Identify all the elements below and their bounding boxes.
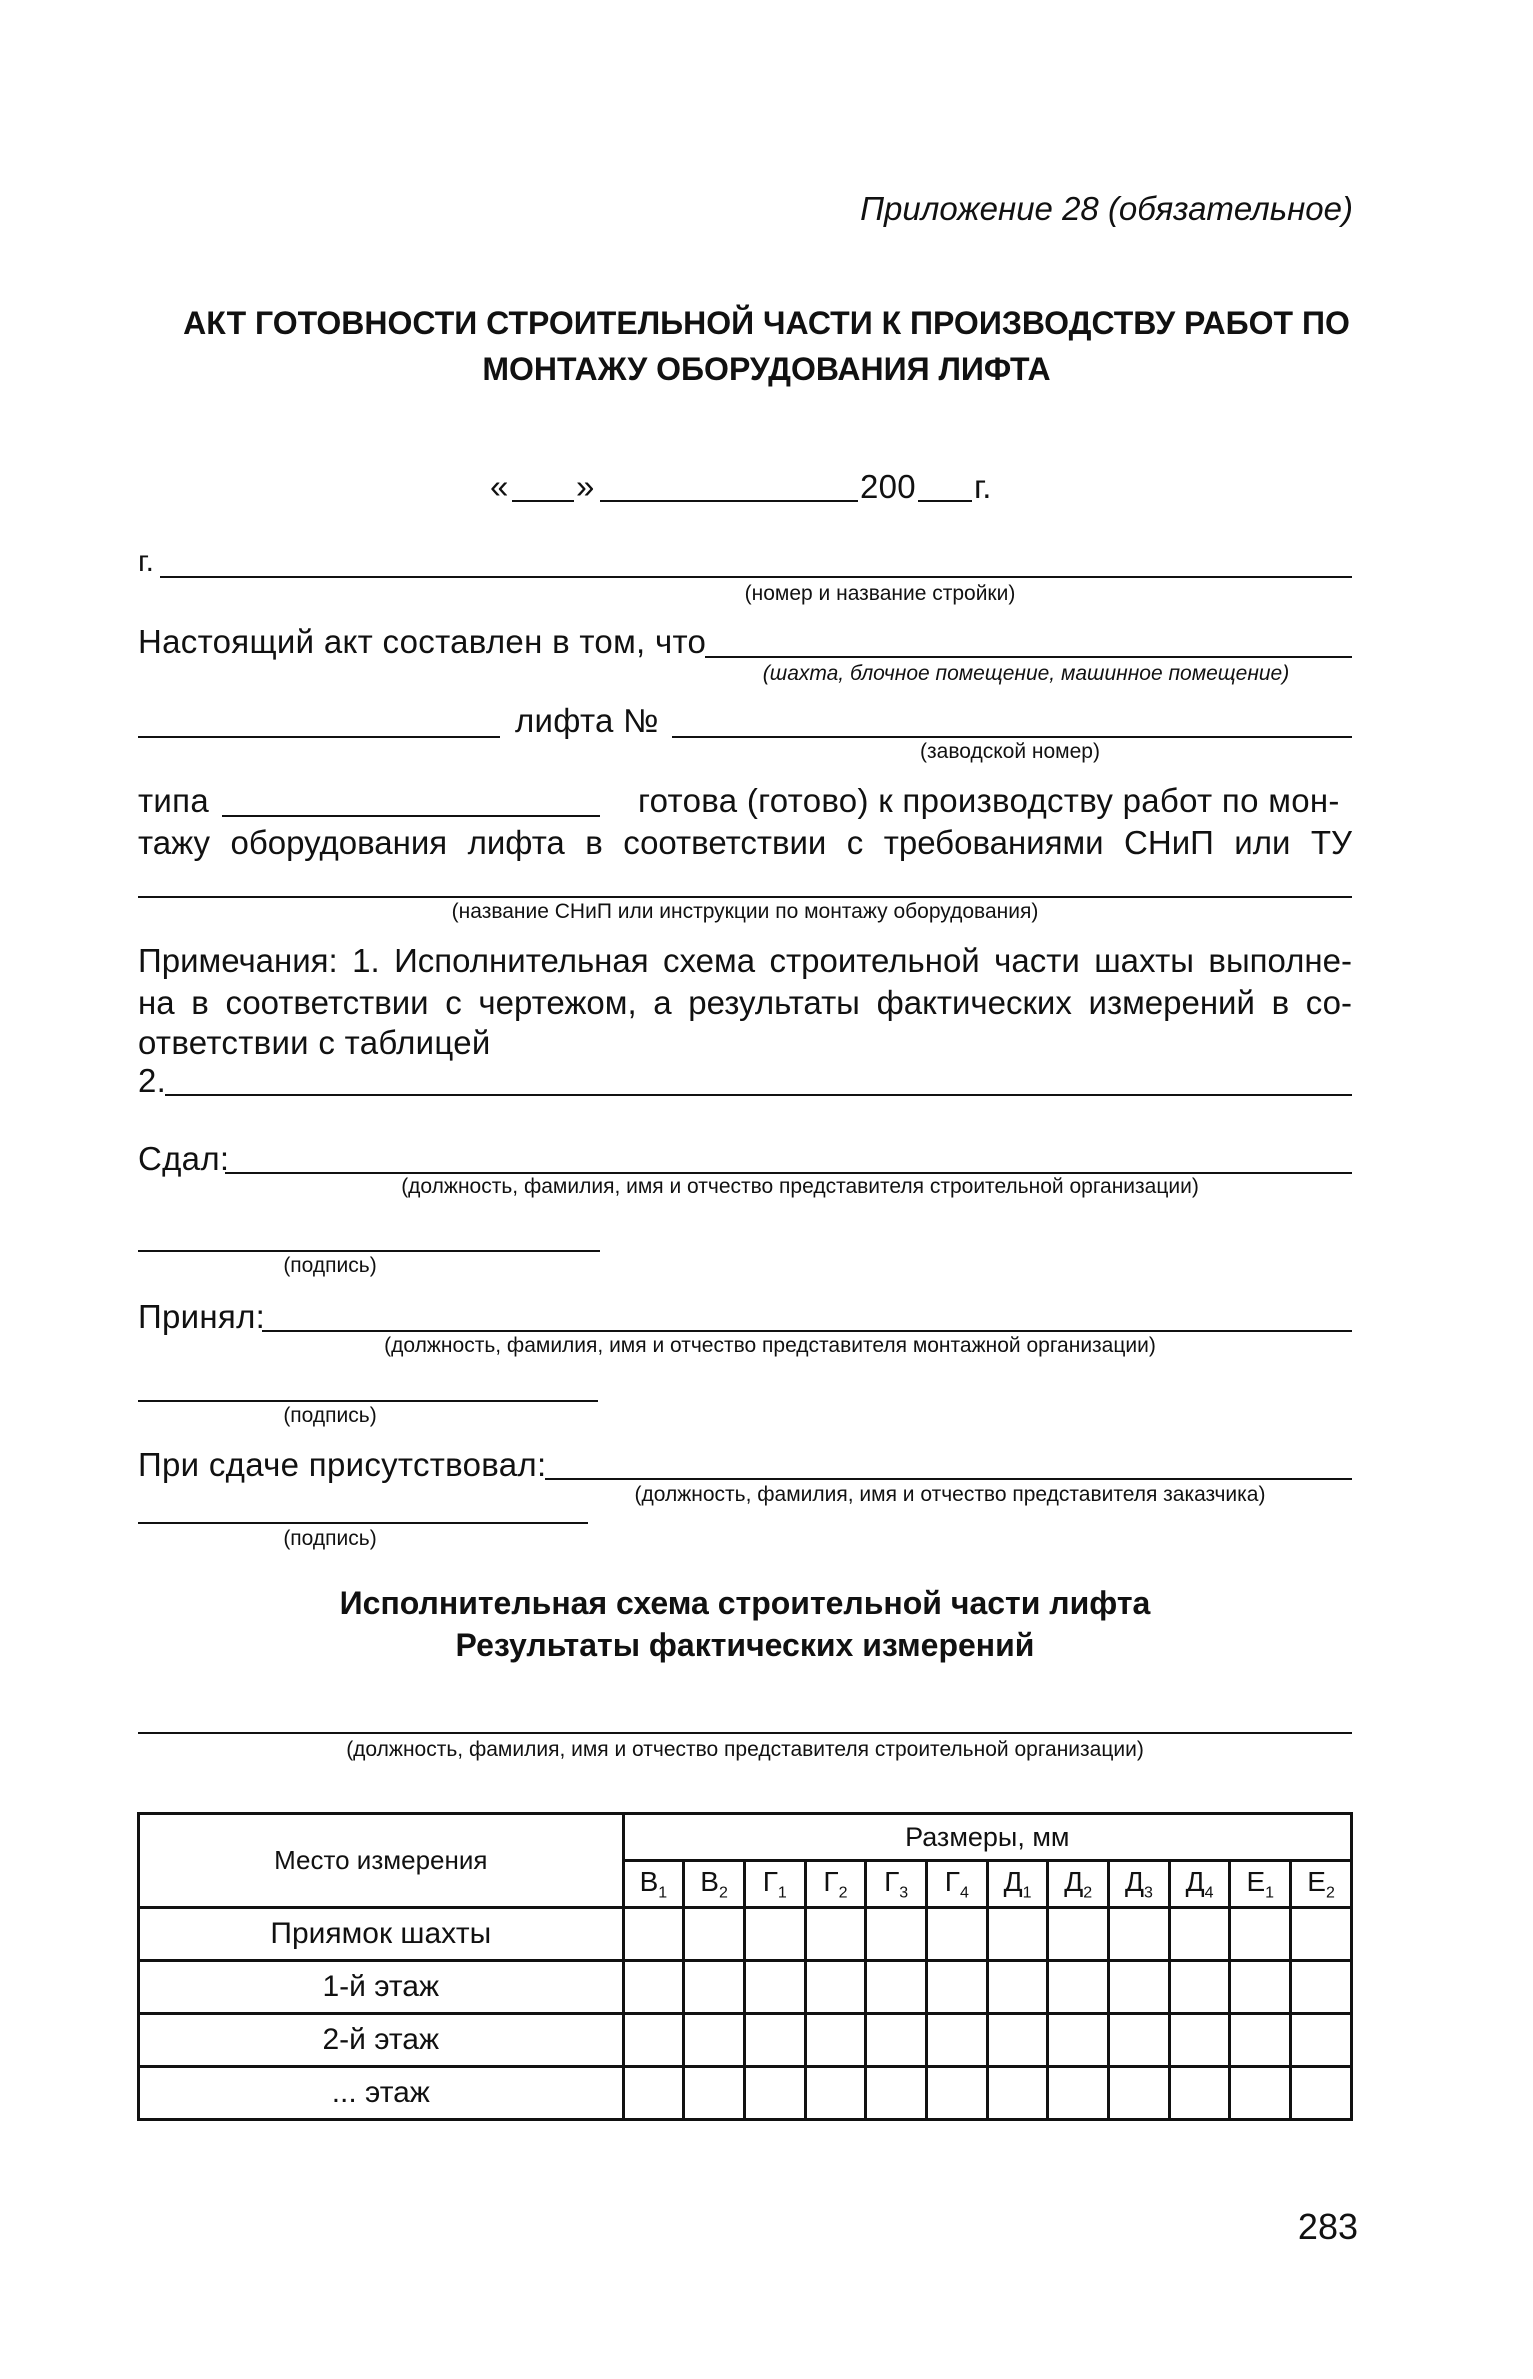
table-cell[interactable] bbox=[623, 1961, 684, 2014]
table-cell[interactable] bbox=[1109, 1908, 1170, 1961]
date-year-prefix: 200 bbox=[860, 468, 916, 505]
present-caption: (должность, фамилия, имя и отчество представителя заказчика) bbox=[634, 1483, 1266, 1506]
table-cell[interactable] bbox=[927, 2067, 988, 2120]
accepted-caption: (должность, фамилия, имя и отчество представителя монтажной организации) bbox=[384, 1334, 1156, 1357]
table-cell[interactable] bbox=[684, 1961, 745, 2014]
row-label-floor-n: ... этаж bbox=[139, 2067, 624, 2120]
table-cell[interactable] bbox=[1109, 2067, 1170, 2120]
dim-header-d4: $Д_4$ bbox=[1169, 1861, 1230, 1908]
date-close-quote: » bbox=[576, 468, 595, 505]
city-label: г. bbox=[138, 545, 155, 578]
notes-item-2-field[interactable] bbox=[165, 1094, 1352, 1096]
snip-caption: (название СНиП или инструкции по монтажу оборудования) bbox=[451, 900, 1039, 923]
handed-signature-caption: (подпись) bbox=[283, 1254, 377, 1277]
table-cell[interactable] bbox=[805, 1908, 866, 1961]
dim-header-g4: $Г_4$ bbox=[927, 1861, 988, 1908]
table-cell[interactable] bbox=[1169, 1961, 1230, 2014]
dim-header-d2: $Д_2$ bbox=[1048, 1861, 1109, 1908]
notes-line-3: ответствии с таблицей bbox=[138, 1024, 491, 1061]
present-label: При сдаче присутствовал: bbox=[138, 1446, 547, 1483]
document-title-line-2: МОНТАЖУ ОБОРУДОВАНИЯ ЛИФТА bbox=[482, 351, 1051, 387]
dim-header-d1: $Д_1$ bbox=[987, 1861, 1048, 1908]
table-cell[interactable] bbox=[987, 1961, 1048, 2014]
table-cell[interactable] bbox=[1169, 2014, 1230, 2067]
table-cell[interactable] bbox=[987, 2014, 1048, 2067]
city-field[interactable] bbox=[160, 576, 1352, 578]
present-signature-field[interactable] bbox=[138, 1522, 588, 1524]
document-title-line-1: АКТ ГОТОВНОСТИ СТРОИТЕЛЬНОЙ ЧАСТИ К ПРОИЗВОДСТВУ РАБОТ ПО bbox=[183, 305, 1350, 341]
sizes-column-header: Размеры, мм bbox=[623, 1814, 1351, 1861]
table-cell[interactable] bbox=[927, 2014, 988, 2067]
table-cell[interactable] bbox=[805, 2067, 866, 2120]
scheme-representative-field[interactable] bbox=[138, 1732, 1352, 1734]
table-row bbox=[139, 1961, 1352, 2014]
lift-number-caption: (заводской номер) bbox=[920, 740, 1100, 763]
date-month-field[interactable] bbox=[600, 500, 858, 502]
row-label-floor-1: 1-й этаж bbox=[139, 1961, 624, 2014]
table-cell[interactable] bbox=[1230, 2067, 1291, 2120]
handed-label: Сдал: bbox=[138, 1140, 230, 1177]
date-year-suffix: г. bbox=[974, 468, 992, 505]
table-cell[interactable] bbox=[987, 1908, 1048, 1961]
table-cell[interactable] bbox=[744, 2067, 805, 2120]
table-cell[interactable] bbox=[927, 1961, 988, 2014]
table-cell[interactable] bbox=[1048, 1961, 1109, 2014]
handed-field[interactable] bbox=[225, 1172, 1352, 1174]
table-cell[interactable] bbox=[1048, 2014, 1109, 2067]
table-cell[interactable] bbox=[866, 2014, 927, 2067]
table-cell[interactable] bbox=[1169, 1908, 1230, 1961]
snip-field[interactable] bbox=[138, 896, 1352, 898]
act-object-caption: (шахта, блочное помещение, машинное помещение) bbox=[762, 662, 1290, 685]
table-cell[interactable] bbox=[1230, 2014, 1291, 2067]
table-cell[interactable] bbox=[1048, 1908, 1109, 1961]
type-text-line-2: тажу оборудования лифта в соответствии с требованиями СНиП или ТУ bbox=[138, 824, 1352, 861]
table-cell[interactable] bbox=[866, 2067, 927, 2120]
dim-header-g2: $Г_2$ bbox=[805, 1861, 866, 1908]
table-cell[interactable] bbox=[684, 2014, 745, 2067]
accepted-signature-field[interactable] bbox=[138, 1400, 598, 1402]
table-cell[interactable] bbox=[744, 1961, 805, 2014]
lift-number-field[interactable] bbox=[672, 736, 1352, 738]
appendix-label: Приложение 28 (обязательное) bbox=[860, 190, 1353, 227]
dim-header-v1: $В_1$ bbox=[623, 1861, 684, 1908]
row-label-pit: Приямок шахты bbox=[139, 1908, 624, 1961]
table-cell[interactable] bbox=[1291, 2014, 1352, 2067]
table-row bbox=[139, 1908, 1352, 1961]
dim-header-g1: $Г_1$ bbox=[744, 1861, 805, 1908]
table-cell[interactable] bbox=[1230, 1908, 1291, 1961]
date-open-quote: « bbox=[490, 468, 509, 505]
lift-object-field[interactable] bbox=[138, 736, 500, 738]
act-statement-text: Настоящий акт составлен в том, что bbox=[138, 623, 707, 660]
table-cell[interactable] bbox=[1291, 1908, 1352, 1961]
dim-header-e1: $Е_1$ bbox=[1230, 1861, 1291, 1908]
lift-number-label: лифта № bbox=[515, 702, 659, 739]
type-text-line-1: готова (готово) к производству работ по мон- bbox=[638, 782, 1340, 819]
place-column-header: Место измерения bbox=[139, 1814, 624, 1908]
table-cell[interactable] bbox=[684, 1908, 745, 1961]
accepted-signature-caption: (подпись) bbox=[283, 1404, 377, 1427]
act-object-field[interactable] bbox=[705, 656, 1352, 658]
date-year-field[interactable] bbox=[918, 500, 972, 502]
notes-item-2-label: 2. bbox=[138, 1062, 167, 1099]
table-cell[interactable] bbox=[866, 1908, 927, 1961]
table-cell[interactable] bbox=[744, 1908, 805, 1961]
results-title: Результаты фактических измерений bbox=[455, 1627, 1035, 1663]
dim-header-d3: $Д_3$ bbox=[1109, 1861, 1170, 1908]
dim-header-e2: $Е_2$ bbox=[1291, 1861, 1352, 1908]
table-cell[interactable] bbox=[805, 1961, 866, 2014]
table-cell[interactable] bbox=[805, 2014, 866, 2067]
table-cell[interactable] bbox=[623, 2014, 684, 2067]
row-label-floor-2: 2-й этаж bbox=[139, 2014, 624, 2067]
handed-caption: (должность, фамилия, имя и отчество представителя строительной организации) bbox=[401, 1175, 1199, 1198]
accepted-label: Принял: bbox=[138, 1298, 266, 1335]
table-cell[interactable] bbox=[1169, 2067, 1230, 2120]
present-signature-caption: (подпись) bbox=[283, 1527, 377, 1550]
table-cell[interactable] bbox=[623, 1908, 684, 1961]
notes-line-2: на в соответствии с чертежом, а результаты фактических измерений в со- bbox=[138, 984, 1352, 1021]
type-label: типа bbox=[138, 782, 209, 819]
table-cell[interactable] bbox=[1109, 1961, 1170, 2014]
present-field[interactable] bbox=[545, 1478, 1352, 1480]
table-cell[interactable] bbox=[684, 2067, 745, 2120]
dim-header-g3: $Г_3$ bbox=[866, 1861, 927, 1908]
table-row bbox=[139, 2014, 1352, 2067]
table-cell[interactable] bbox=[744, 2014, 805, 2067]
measurements-table bbox=[137, 1812, 1353, 2121]
scheme-representative-caption: (должность, фамилия, имя и отчество представителя строительной организации) bbox=[346, 1738, 1144, 1761]
table-cell[interactable] bbox=[1291, 2067, 1352, 2120]
date-day-field[interactable] bbox=[512, 500, 574, 502]
table-cell[interactable] bbox=[1230, 1961, 1291, 2014]
scheme-title: Исполнительная схема строительной части лифта bbox=[339, 1585, 1151, 1621]
table-cell[interactable] bbox=[623, 2067, 684, 2120]
city-caption: (номер и название стройки) bbox=[744, 582, 1016, 605]
table-row bbox=[139, 2067, 1352, 2120]
table-cell[interactable] bbox=[1291, 1961, 1352, 2014]
accepted-field[interactable] bbox=[262, 1330, 1352, 1332]
handed-signature-field[interactable] bbox=[138, 1250, 600, 1252]
table-cell[interactable] bbox=[1048, 2067, 1109, 2120]
page-number: 283 bbox=[1297, 2206, 1358, 2247]
lift-type-field[interactable] bbox=[222, 815, 600, 817]
table-cell[interactable] bbox=[927, 1908, 988, 1961]
notes-line-1: Примечания: 1. Исполнительная схема строительной части шахты выполне- bbox=[138, 942, 1352, 979]
table-cell[interactable] bbox=[987, 2067, 1048, 2120]
table-cell[interactable] bbox=[1109, 2014, 1170, 2067]
table-cell[interactable] bbox=[866, 1961, 927, 2014]
dim-header-v2: $В_2$ bbox=[684, 1861, 745, 1908]
